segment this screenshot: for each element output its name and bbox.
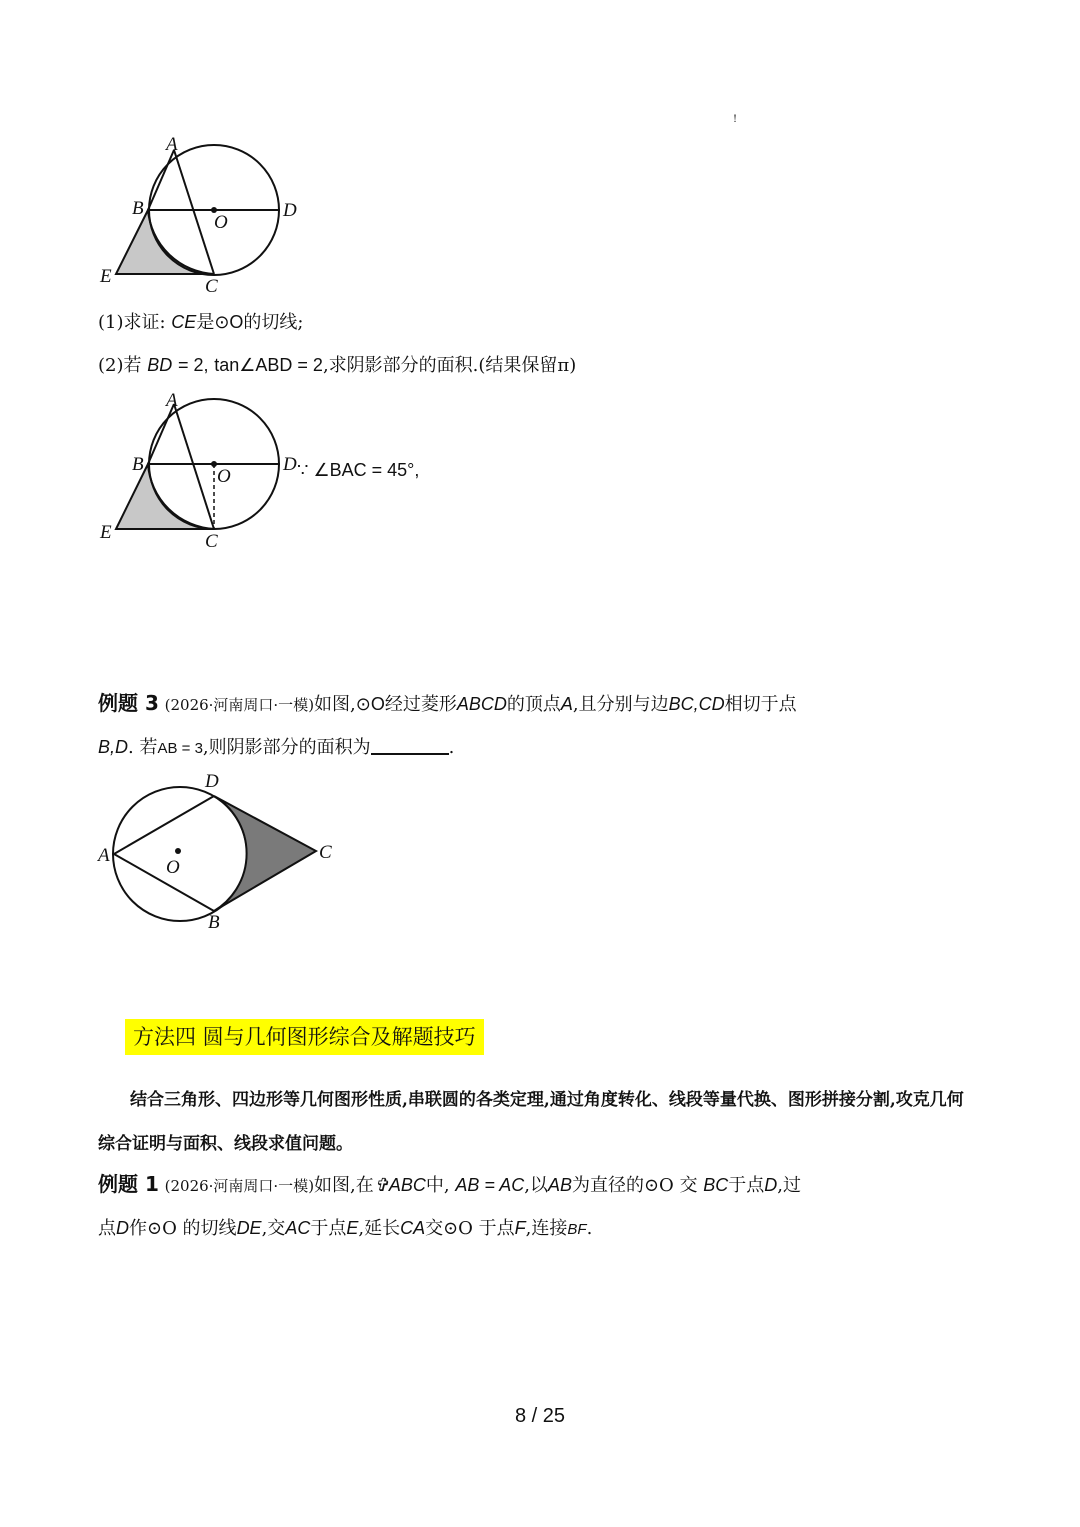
- method-4-title: 方法四 圆与几何图形综合及解题技巧: [125, 1019, 484, 1055]
- ex1-tri: ✞ABC: [373, 1175, 426, 1195]
- ex1-ca: CA: [400, 1218, 426, 1238]
- question-2: [98, 351, 576, 380]
- ex1-l2g: ,连接: [525, 1218, 568, 1239]
- method-4-heading: [125, 1021, 484, 1051]
- ex1-l2c: ,交: [261, 1218, 286, 1239]
- example-1-line-1: [98, 1170, 801, 1200]
- example-1-source: (2026·河南周口·一模): [164, 1177, 315, 1195]
- page-number: 8 / 25: [514, 1405, 566, 1427]
- ex3-text4: ,且分别与边: [572, 694, 669, 715]
- q2-tan: tan∠ABD = 2: [214, 355, 323, 375]
- fig3-label-a: A: [98, 845, 110, 866]
- example-1-line-2: [98, 1214, 592, 1244]
- q1-suffix: 的切线;: [243, 312, 304, 333]
- fig3-line-ab: [114, 854, 214, 911]
- fig2-line-ab: [148, 404, 174, 464]
- ex1-d: D: [764, 1175, 778, 1195]
- ex3-text7: ,则阴影部分的面积为: [202, 737, 371, 758]
- fig3-line-ad: [114, 796, 214, 854]
- fig3-label-o: O: [166, 857, 180, 878]
- ex3-bccd: BC,CD: [668, 694, 725, 714]
- ex1-de: DE: [236, 1218, 262, 1238]
- figure-2: [90, 388, 450, 558]
- example-1-label: 例题 1: [98, 1172, 159, 1196]
- fig2-label-o: O: [217, 466, 231, 487]
- fig3-label-c: C: [319, 842, 332, 863]
- ex1-bf: BF: [567, 1221, 587, 1238]
- fig3-label-d: D: [205, 771, 219, 792]
- ex1-l1a: 如图,在: [314, 1175, 374, 1196]
- fig1-label-b: B: [132, 198, 144, 219]
- q1-prefix: (1)求证:: [98, 312, 166, 333]
- q1-circle-o: ⊙O: [214, 312, 244, 332]
- question-1: [98, 308, 303, 337]
- ex3-text6: . 若: [128, 737, 158, 758]
- fig2-label-c: C: [205, 531, 218, 552]
- fig2-shaded-region: [116, 464, 214, 529]
- fig1-line-ab: [148, 150, 174, 210]
- ex3-a: A: [560, 694, 573, 714]
- q1-mid: 是: [196, 312, 215, 333]
- ex1-f: F: [514, 1218, 526, 1238]
- example-3-source: (2026·河南周口·一模): [164, 696, 315, 714]
- fig1-shaded-region: [116, 210, 214, 274]
- method-4-description: 结合三角形、四边形等几何图形性质,串联圆的各类定理,通过角度转化、线段等量代换、图形拼接分割,攻克几何综合证明与面积、线段求值问题。: [98, 1090, 964, 1154]
- ex1-ac: AC: [285, 1218, 311, 1238]
- ex1-d2: D: [116, 1218, 129, 1238]
- fig2-label-a: A: [166, 390, 178, 411]
- fig1-line-ac: [174, 150, 214, 274]
- q2-eq1: = 2,: [177, 355, 209, 375]
- fig3-center-dot: [175, 848, 181, 854]
- figure-3: [90, 765, 350, 940]
- example-3-line-2: [98, 733, 454, 763]
- ex1-l1f: ,过: [777, 1175, 802, 1196]
- answer-blank[interactable]: [371, 733, 449, 755]
- ex1-l2b: 作⊙O 的切线: [129, 1218, 237, 1239]
- ex1-bc: BC: [703, 1175, 729, 1195]
- ex1-l2a: 点: [98, 1218, 116, 1239]
- example-3-label: 例题 3: [98, 691, 159, 715]
- fig2-label-b: B: [132, 454, 144, 475]
- fig1-label-a: A: [166, 134, 178, 155]
- ex1-ab: AB: [547, 1175, 572, 1195]
- fig3-shaded-region: [214, 796, 316, 911]
- ex1-l2h: .: [586, 1218, 593, 1239]
- ex3-circle-o: ⊙O: [355, 694, 385, 714]
- fig2-line-ac: [174, 404, 214, 529]
- ex3-text1: 如图,: [314, 694, 356, 715]
- tick-mark: !: [733, 114, 738, 125]
- q2-suffix: ,求阴影部分的面积.(结果保留π): [322, 355, 577, 376]
- ex3-abcd: ABCD: [456, 694, 507, 714]
- ex1-l1e: 于点: [728, 1175, 765, 1196]
- ex3-text5: 相切于点: [724, 694, 797, 715]
- example-3-line-1: [98, 689, 797, 719]
- fig1-label-e: E: [100, 266, 112, 287]
- ex3-ab3: AB = 3: [157, 740, 203, 757]
- figure-1: [90, 130, 340, 300]
- ex1-l2e: ,延长: [358, 1218, 401, 1239]
- fig1-label-c: C: [205, 276, 218, 297]
- ex1-l1c: ,以: [524, 1175, 548, 1196]
- ex3-bd: B,D: [98, 737, 129, 757]
- ex3-text3: 的顶点: [506, 694, 561, 715]
- fig1-label-d: D: [283, 200, 297, 221]
- ex3-end: .: [448, 737, 455, 758]
- ex1-l1b: 中,: [425, 1175, 450, 1196]
- ex1-abac: AB = AC: [455, 1175, 525, 1195]
- fig2-label-d: D: [283, 454, 297, 475]
- q2-bd: BD: [147, 355, 173, 375]
- ex1-l2f: 交⊙O 于点: [425, 1218, 515, 1239]
- fig2-label-e: E: [100, 522, 112, 543]
- ex1-l1d: 为直径的⊙O 交: [571, 1175, 698, 1196]
- ex1-l2d: 于点: [310, 1218, 347, 1239]
- fig1-label-o: O: [214, 212, 228, 233]
- ex3-text2: 经过菱形: [384, 694, 457, 715]
- fig3-label-b: B: [208, 912, 220, 933]
- fig2-note: ∵ ∠BAC = 45°,: [297, 460, 420, 480]
- q1-ce: CE: [171, 312, 197, 332]
- q2-prefix: (2)若: [98, 355, 142, 376]
- ex1-e: E: [346, 1218, 359, 1238]
